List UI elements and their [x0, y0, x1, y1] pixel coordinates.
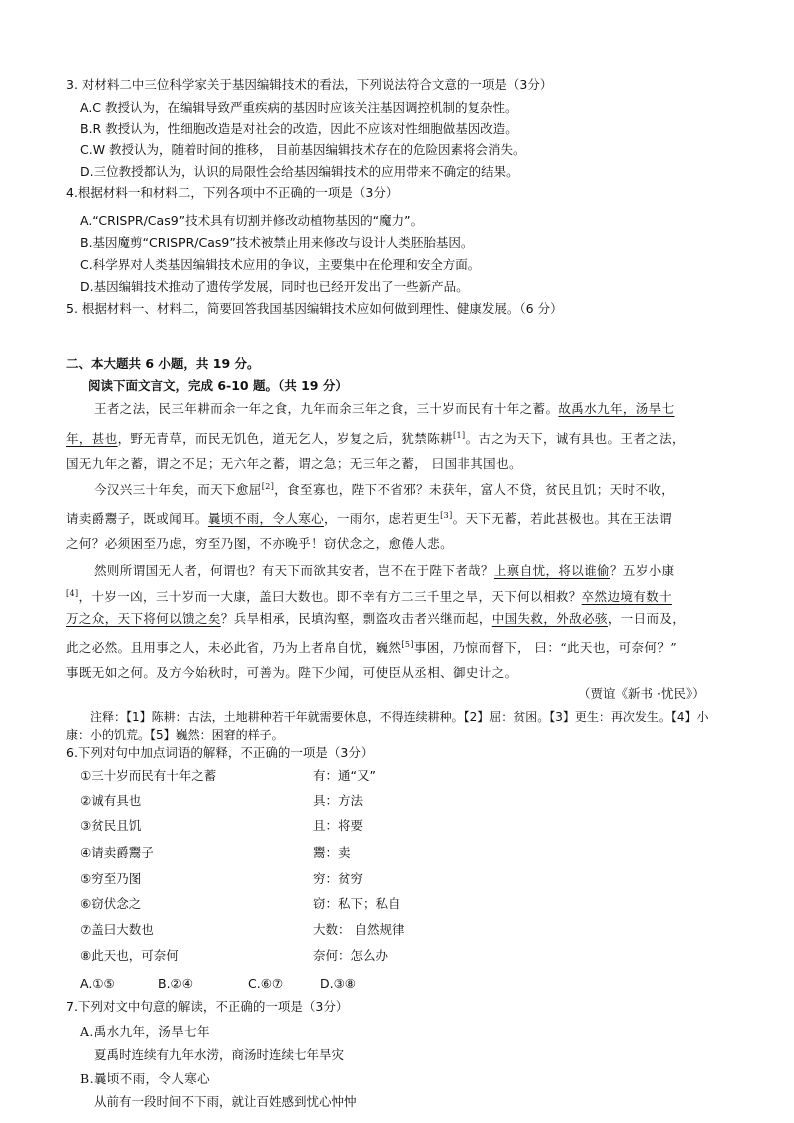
- q6-item-left: ⑤穷至乃图: [80, 871, 142, 886]
- footnote-mark: [2]: [261, 482, 275, 491]
- footnote-mark: [4]: [66, 589, 79, 598]
- q4-option-c: C.科学界对人类基因编辑技术应用的争议，主要集中在伦理和安全方面。: [80, 257, 481, 272]
- q6-choice-a: A.①⑤: [80, 976, 115, 991]
- q3-option-a: A.C 教授认为，在编辑导致严重疾病的基因时应该关注基因调控机制的复杂性。: [80, 100, 518, 115]
- underlined-sentence: 中国失救，外敌必骇: [491, 611, 608, 626]
- q4-option-d: D.基因编辑技术推动了遗传学发展，同时也已经开发出了一些新产品。: [80, 279, 469, 294]
- footnote-mark: [3]: [440, 511, 453, 520]
- q3-option-b: B.R 教授认为，性细胞改造是对社会的改造，因此不应该对性细胞做基因改造。: [80, 121, 518, 136]
- footnote-mark: [1]: [453, 431, 466, 440]
- q6-choice-c: C.⑥⑦: [248, 976, 284, 991]
- q3-option-c: C.W 教授认为，随着时间的推移， 目前基因编辑技术存在的危险因素将会消失。: [80, 142, 526, 157]
- q6-stem: 6.下列对句中加点词语的解释，不正确的一项是（3分）: [66, 745, 374, 760]
- passage-line: 请卖爵鬻子，既或闻耳。曩顷不雨，令人寒心，一雨尔，虑若更生[3]。天下无蓄，若此甚极也。其在王法谓: [66, 511, 672, 527]
- underlined-sentence: 万之众，天下将何以馈之矣: [66, 611, 221, 626]
- q6-item-right: 具：方法: [313, 793, 364, 808]
- underlined-sentence: 故禹水九年，汤旱七: [558, 401, 675, 416]
- q7-option-b-text: 从前有一段时间不下雨，就让百姓感到忧心忡忡: [94, 1094, 357, 1109]
- q6-item-left: ⑧此天也，可奈何: [80, 948, 179, 963]
- passage-line: 万之众，天下将何以馈之矣？兵旱相承，民填沟壑，剽盗攻击者兴继而起，中国失救，外敌必骇，一日而及，: [66, 611, 686, 626]
- q6-item-right: 大数： 自然规律: [313, 922, 405, 937]
- q6-choice-d: D.③⑧: [320, 976, 357, 991]
- q4-stem: 4.根据材料一和材料二，下列各项中不正确的一项是（3分）: [66, 185, 399, 200]
- q6-item-right: 有：通“又”: [313, 768, 376, 783]
- q4-option-a: A.“CRISPR/Cas9”技术具有切割并修改动植物基因的“魔力”。: [80, 213, 424, 228]
- underlined-sentence: 曩顷不雨，令人寒心: [207, 511, 325, 527]
- q6-item-right: 奈何：怎么办: [313, 948, 389, 963]
- q6-item-right: 鬻：卖: [313, 845, 351, 860]
- passage-line: 此之必然。且用事之人，未必此省，乃为上者帛自忧，巍然[5]事困，乃惊而督下， 曰：“此天也，可奈何？”: [66, 640, 678, 656]
- q6-choice-b: B.②④: [158, 976, 193, 991]
- q6-item-left: ⑦盖曰大数也: [80, 922, 154, 937]
- q6-item-left: ③贫民且饥: [80, 818, 142, 833]
- q4-option-b: B.基因魔剪“CRISPR/Cas9”技术被禁止用来修改与设计人类胚胎基因。: [80, 235, 474, 250]
- q6-item-left: ④请卖爵鬻子: [80, 845, 154, 860]
- q3-option-d: D.三位教授都认为，认识的局限性会给基因编辑技术的应用带来不确定的结果。: [80, 164, 519, 179]
- section2-title: 二、本大题共 6 小题，共 19 分。: [66, 356, 260, 371]
- underlined-sentence: 上禀自忧，将以谁偷: [493, 563, 611, 578]
- passage-line: 年，甚也，野无青草，而民无饥色，道无乞人，岁复之后，犹禁陈耕[1]。古之为天下，诚有具也。王者之法，: [66, 431, 685, 447]
- passage-line: [4]，十岁一凶，三十岁而一大康，盖曰大数也。即不幸有方二三千里之旱，天下何以相救？卒然边境有数十: [66, 589, 672, 605]
- footnote-mark: [5]: [401, 640, 414, 649]
- q6-item-right: 穷：贫穷: [313, 871, 364, 886]
- q3-stem: 3. 对材料二中三位科学家关于基因编辑技术的看法，下列说法符合文意的一项是（3分）: [66, 77, 553, 92]
- passage-line: 然则所谓国无人者，何谓也？有天下而欲其安者，岂不在于陛下者哉？上禀自忧，将以谁偷？五岁小康: [94, 563, 675, 578]
- q6-item-left: ①三十岁而民有十年之蓄: [80, 768, 217, 783]
- section2-instruction: 阅读下面文言文，完成 6-10 题。（共 19 分）: [88, 378, 348, 393]
- q7-option-a-text: 夏禹时连续有九年水涝，商汤时连续七年旱灾: [94, 1047, 345, 1062]
- passage-line: 国无九年之蓄，谓之不足；无六年之蓄，谓之急；无三年之蓄， 曰国非其国也。: [66, 456, 522, 471]
- q5-stem: 5. 根据材料一、材料二，简要回答我国基因编辑技术应如何做到理性、健康发展。（6 分）: [66, 301, 563, 316]
- passage-source: （贾谊《新书 ·忧民》）: [578, 686, 705, 701]
- underlined-sentence: 年，甚也: [66, 431, 118, 447]
- passage-line: 今汉兴三十年矣，而天下愈屈[2]，食至寡也，陛下不省邪？未获年，富人不贷，贫民且饥；天时不收，: [94, 482, 675, 498]
- notes-line: 康：小的饥荒。【5】巍然：困窘的样子。: [66, 728, 284, 742]
- q7-option-a-label: A.禹水九年，汤旱七年: [80, 1024, 210, 1039]
- q6-item-right: 窃：私下；私自: [313, 896, 401, 911]
- q6-item-right: 且：将要: [313, 818, 364, 833]
- passage-line: 王者之法，民三年耕而余一年之食，九年而余三年之食，三十岁而民有十年之蓄。故禹水九年，汤旱七: [94, 401, 675, 416]
- q7-stem: 7.下列对文中句意的解读，不正确的一项是（3分）: [66, 999, 349, 1014]
- passage-line: 之何？必须困至乃虑，穷至乃图，不亦晚乎！窃伏念之，愈倦人悲。: [66, 536, 454, 551]
- q7-option-b-label: B.曩顷不雨，令人寒心: [80, 1071, 211, 1086]
- q6-item-left: ⑥窃伏念之: [80, 896, 142, 911]
- underlined-sentence: 卒然边境有数十: [581, 589, 672, 605]
- passage-line: 事既无如之何。及方今始秋时，可善为。陛下少闻，可使臣从丞相、御史计之。: [66, 665, 518, 680]
- notes-line: 注释：【1】陈耕：古法，土地耕种若干年就需要休息，不得连续耕种。【2】屈：贫困。【3】更生：再次发生。【4】小: [90, 710, 709, 724]
- q6-item-left: ②诚有具也: [80, 793, 142, 808]
